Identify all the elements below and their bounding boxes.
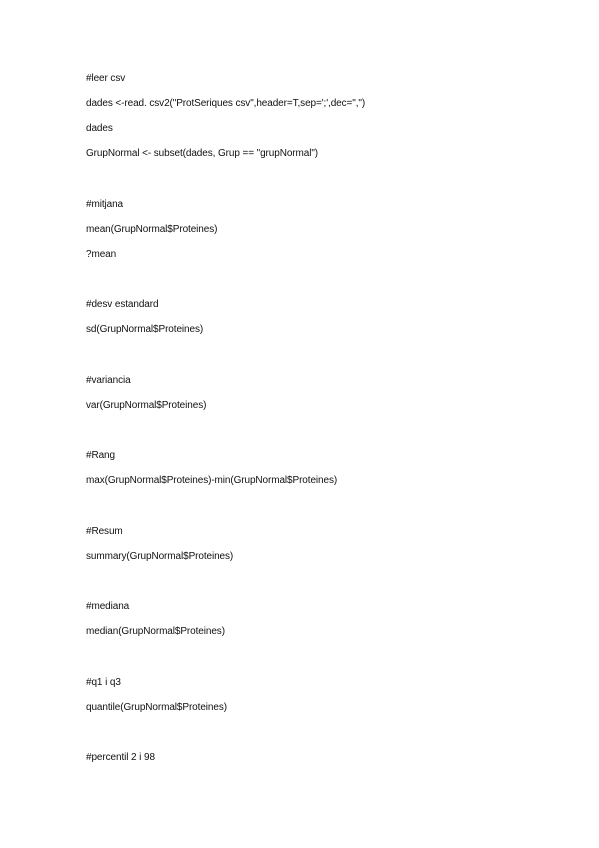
code-line: GrupNormal <- subset(dades, Grup == "grupNormal") — [86, 148, 319, 159]
comment-line: #mitjana — [86, 199, 123, 210]
code-line: var(GrupNormal$Proteines) — [86, 400, 207, 411]
code-line: median(GrupNormal$Proteines) — [86, 626, 225, 637]
comment-line: #q1 i q3 — [86, 677, 121, 688]
code-line: max(GrupNormal$Proteines)-min(GrupNormal$Proteines) — [86, 475, 338, 486]
comment-line: #percentil 2 i 98 — [86, 752, 155, 763]
code-line: quantile(GrupNormal$Proteines) — [86, 702, 227, 713]
code-line: dades <-read. csv2("ProtSeriques csv",header=T,sep=';',dec=",") — [86, 98, 366, 109]
comment-line: #leer csv — [86, 73, 126, 84]
code-line: sd(GrupNormal$Proteines) — [86, 324, 204, 335]
code-line: ?mean — [86, 249, 117, 260]
comment-line: #variancia — [86, 375, 131, 386]
comment-line: #mediana — [86, 601, 130, 612]
comment-line: #Rang — [86, 450, 115, 461]
code-line: mean(GrupNormal$Proteines) — [86, 224, 218, 235]
code-line: summary(GrupNormal$Proteines) — [86, 551, 234, 562]
code-line: dades — [86, 123, 113, 134]
comment-line: #Resum — [86, 526, 123, 537]
comment-line: #desv estandard — [86, 299, 159, 310]
